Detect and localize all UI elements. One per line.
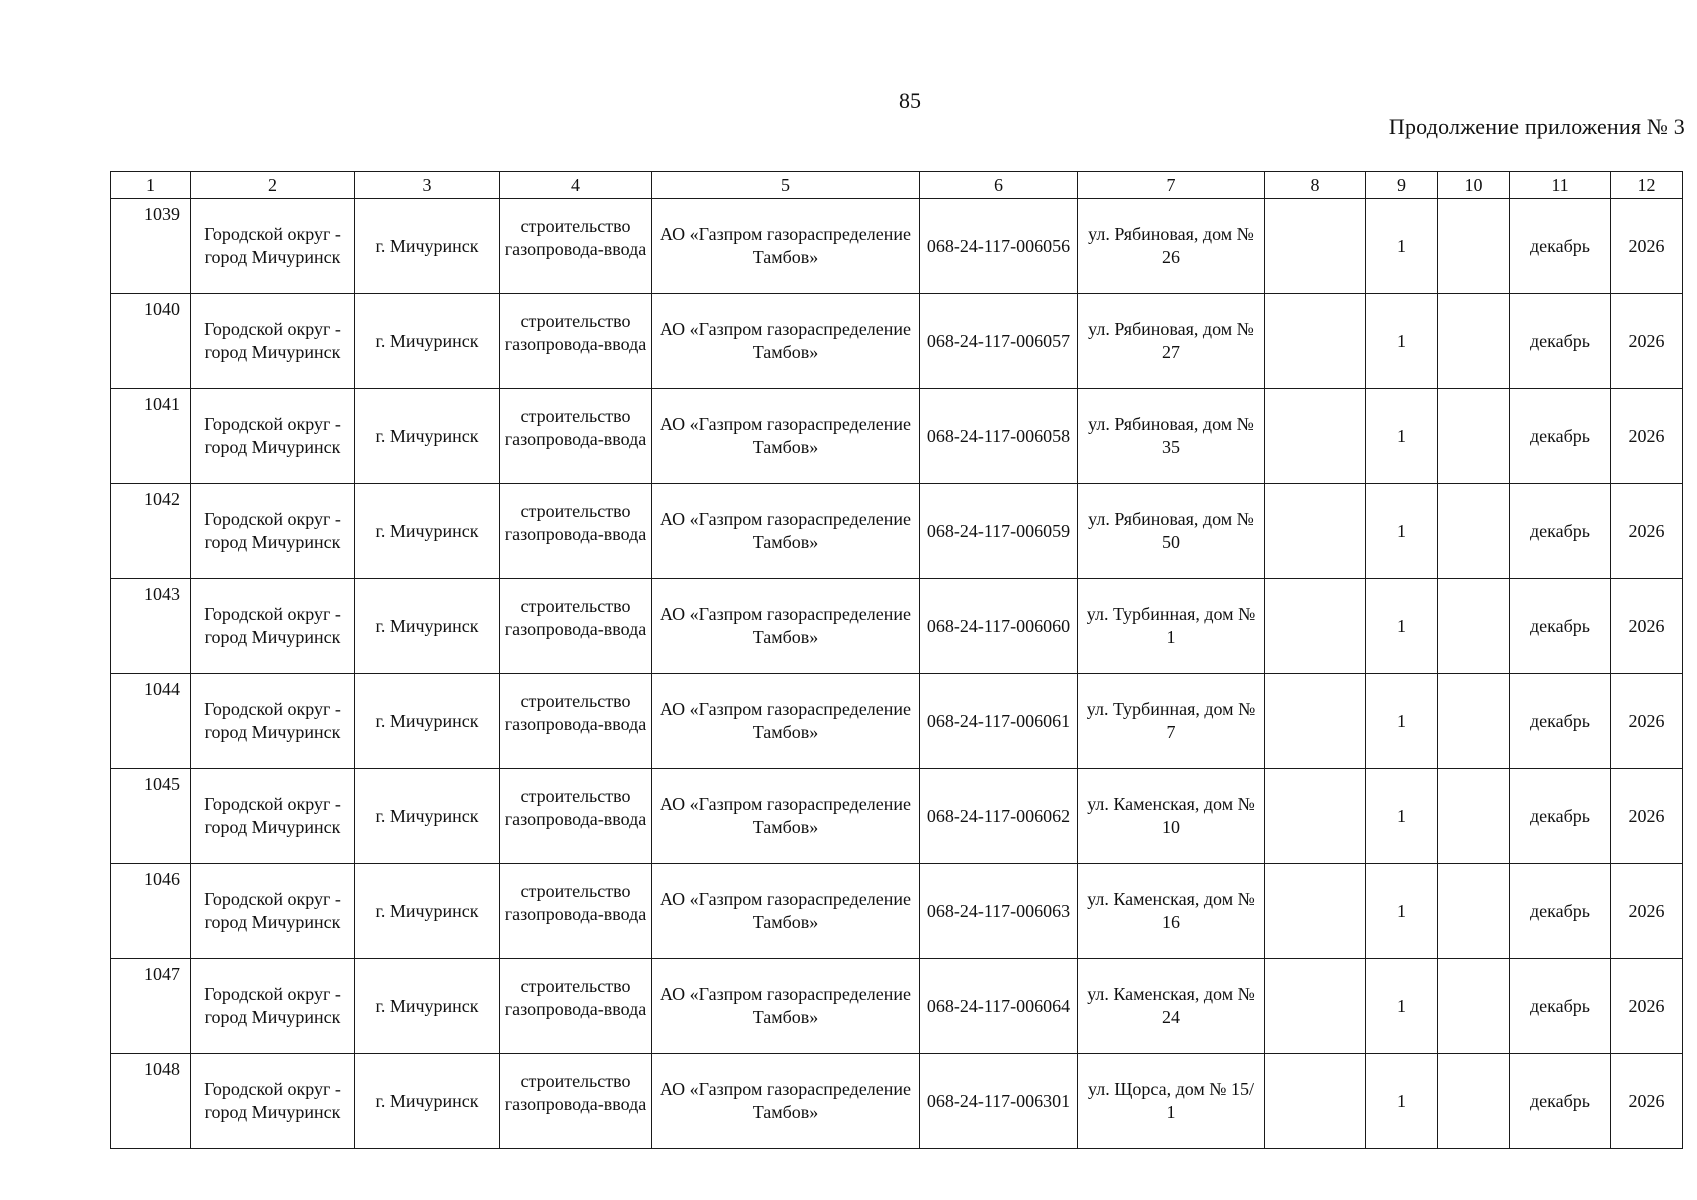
column-header-2: 2 (191, 172, 355, 199)
row-number: 1039 (111, 199, 191, 294)
quantity-cell: 1 (1366, 769, 1438, 864)
month-cell: декабрь (1510, 769, 1611, 864)
quantity-cell: 1 (1366, 959, 1438, 1054)
year-cell: 2026 (1611, 769, 1683, 864)
quantity-cell: 1 (1366, 579, 1438, 674)
column-10-cell (1438, 389, 1510, 484)
column-10-cell (1438, 864, 1510, 959)
column-header-9: 9 (1366, 172, 1438, 199)
column-10-cell (1438, 199, 1510, 294)
address-cell: ул. Щорса, дом № 15/ 1 (1078, 1054, 1265, 1149)
locality-cell: г. Мичуринск (355, 294, 500, 389)
row-number: 1040 (111, 294, 191, 389)
address-cell: ул. Каменская, дом № 24 (1078, 959, 1265, 1054)
object-type-cell: строительство газопровода-ввода (500, 579, 652, 674)
locality-cell: г. Мичуринск (355, 864, 500, 959)
column-header-3: 3 (355, 172, 500, 199)
object-type-cell: строительство газопровода-ввода (500, 674, 652, 769)
object-code-cell: 068-24-117-006056 (920, 199, 1078, 294)
month-cell: декабрь (1510, 864, 1611, 959)
column-8-cell (1265, 959, 1366, 1054)
year-cell: 2026 (1611, 199, 1683, 294)
object-code-cell: 068-24-117-006063 (920, 864, 1078, 959)
row-number: 1041 (111, 389, 191, 484)
object-type-cell: строительство газопровода-ввода (500, 389, 652, 484)
column-header-11: 11 (1510, 172, 1611, 199)
organization-cell: АО «Газпром газораспределение Тамбов» (652, 769, 920, 864)
quantity-cell: 1 (1366, 484, 1438, 579)
column-header-12: 12 (1611, 172, 1683, 199)
table-row (111, 484, 1683, 579)
organization-cell: АО «Газпром газораспределение Тамбов» (652, 674, 920, 769)
table-row (111, 294, 1683, 389)
address-cell: ул. Рябиновая, дом № 26 (1078, 199, 1265, 294)
header-row (111, 172, 1683, 199)
row-number: 1043 (111, 579, 191, 674)
row-number: 1048 (111, 1054, 191, 1149)
organization-cell: АО «Газпром газораспределение Тамбов» (652, 199, 920, 294)
object-code-cell: 068-24-117-006057 (920, 294, 1078, 389)
locality-cell: г. Мичуринск (355, 199, 500, 294)
locality-cell: г. Мичуринск (355, 579, 500, 674)
column-8-cell (1265, 389, 1366, 484)
table-row (111, 579, 1683, 674)
district-cell: Городской округ - город Мичуринск (191, 389, 355, 484)
column-header-4: 4 (500, 172, 652, 199)
address-cell: ул. Турбинная, дом № 1 (1078, 579, 1265, 674)
organization-cell: АО «Газпром газораспределение Тамбов» (652, 484, 920, 579)
month-cell: декабрь (1510, 1054, 1611, 1149)
district-cell: Городской округ - город Мичуринск (191, 959, 355, 1054)
row-number: 1047 (111, 959, 191, 1054)
row-number: 1044 (111, 674, 191, 769)
object-code-cell: 068-24-117-006061 (920, 674, 1078, 769)
column-8-cell (1265, 864, 1366, 959)
district-cell: Городской округ - город Мичуринск (191, 294, 355, 389)
object-code-cell: 068-24-117-006301 (920, 1054, 1078, 1149)
table-header (111, 172, 1683, 199)
table-row (111, 1054, 1683, 1149)
table-row (111, 199, 1683, 294)
registry-table (110, 171, 1683, 1149)
district-cell: Городской округ - город Мичуринск (191, 769, 355, 864)
column-8-cell (1265, 294, 1366, 389)
column-10-cell (1438, 959, 1510, 1054)
object-type-cell: строительство газопровода-ввода (500, 199, 652, 294)
column-8-cell (1265, 579, 1366, 674)
month-cell: декабрь (1510, 294, 1611, 389)
object-code-cell: 068-24-117-006060 (920, 579, 1078, 674)
month-cell: декабрь (1510, 674, 1611, 769)
month-cell: декабрь (1510, 484, 1611, 579)
organization-cell: АО «Газпром газораспределение Тамбов» (652, 1054, 920, 1149)
year-cell: 2026 (1611, 959, 1683, 1054)
month-cell: декабрь (1510, 389, 1611, 484)
continuation-heading: Продолжение приложения № 3 (1388, 114, 1685, 139)
column-10-cell (1438, 769, 1510, 864)
table-row (111, 769, 1683, 864)
object-type-cell: строительство газопровода-ввода (500, 484, 652, 579)
locality-cell: г. Мичуринск (355, 1054, 500, 1149)
quantity-cell: 1 (1366, 199, 1438, 294)
column-header-6: 6 (920, 172, 1078, 199)
organization-cell: АО «Газпром газораспределение Тамбов» (652, 294, 920, 389)
year-cell: 2026 (1611, 1054, 1683, 1149)
page-number: 85 (899, 88, 921, 113)
column-header-7: 7 (1078, 172, 1265, 199)
organization-cell: АО «Газпром газораспределение Тамбов» (652, 959, 920, 1054)
object-code-cell: 068-24-117-006058 (920, 389, 1078, 484)
district-cell: Городской округ - город Мичуринск (191, 864, 355, 959)
locality-cell: г. Мичуринск (355, 674, 500, 769)
column-10-cell (1438, 1054, 1510, 1149)
year-cell: 2026 (1611, 484, 1683, 579)
table-row (111, 389, 1683, 484)
object-code-cell: 068-24-117-006059 (920, 484, 1078, 579)
column-10-cell (1438, 484, 1510, 579)
month-cell: декабрь (1510, 199, 1611, 294)
district-cell: Городской округ - город Мичуринск (191, 674, 355, 769)
month-cell: декабрь (1510, 579, 1611, 674)
quantity-cell: 1 (1366, 864, 1438, 959)
year-cell: 2026 (1611, 389, 1683, 484)
address-cell: ул. Рябиновая, дом № 35 (1078, 389, 1265, 484)
column-8-cell (1265, 674, 1366, 769)
district-cell: Городской округ - город Мичуринск (191, 1054, 355, 1149)
row-number: 1042 (111, 484, 191, 579)
organization-cell: АО «Газпром газораспределение Тамбов» (652, 864, 920, 959)
column-header-1: 1 (111, 172, 191, 199)
table-row (111, 864, 1683, 959)
address-cell: ул. Каменская, дом № 16 (1078, 864, 1265, 959)
column-8-cell (1265, 199, 1366, 294)
column-10-cell (1438, 674, 1510, 769)
column-header-8: 8 (1265, 172, 1366, 199)
object-code-cell: 068-24-117-006064 (920, 959, 1078, 1054)
object-type-cell: строительство газопровода-ввода (500, 959, 652, 1054)
column-8-cell (1265, 769, 1366, 864)
year-cell: 2026 (1611, 579, 1683, 674)
object-type-cell: строительство газопровода-ввода (500, 769, 652, 864)
object-type-cell: строительство газопровода-ввода (500, 864, 652, 959)
organization-cell: АО «Газпром газораспределение Тамбов» (652, 389, 920, 484)
column-8-cell (1265, 1054, 1366, 1149)
address-cell: ул. Турбинная, дом № 7 (1078, 674, 1265, 769)
object-type-cell: строительство газопровода-ввода (500, 1054, 652, 1149)
row-number: 1046 (111, 864, 191, 959)
quantity-cell: 1 (1366, 674, 1438, 769)
column-10-cell (1438, 579, 1510, 674)
locality-cell: г. Мичуринск (355, 769, 500, 864)
column-10-cell (1438, 294, 1510, 389)
locality-cell: г. Мичуринск (355, 389, 500, 484)
table-row (111, 674, 1683, 769)
address-cell: ул. Рябиновая, дом № 27 (1078, 294, 1265, 389)
table-row (111, 959, 1683, 1054)
address-cell: ул. Рябиновая, дом № 50 (1078, 484, 1265, 579)
object-code-cell: 068-24-117-006062 (920, 769, 1078, 864)
district-cell: Городской округ - город Мичуринск (191, 199, 355, 294)
object-type-cell: строительство газопровода-ввода (500, 294, 652, 389)
organization-cell: АО «Газпром газораспределение Тамбов» (652, 579, 920, 674)
quantity-cell: 1 (1366, 389, 1438, 484)
row-number: 1045 (111, 769, 191, 864)
district-cell: Городской округ - город Мичуринск (191, 484, 355, 579)
month-cell: декабрь (1510, 959, 1611, 1054)
district-cell: Городской округ - город Мичуринск (191, 579, 355, 674)
quantity-cell: 1 (1366, 1054, 1438, 1149)
address-cell: ул. Каменская, дом № 10 (1078, 769, 1265, 864)
year-cell: 2026 (1611, 674, 1683, 769)
year-cell: 2026 (1611, 864, 1683, 959)
year-cell: 2026 (1611, 294, 1683, 389)
locality-cell: г. Мичуринск (355, 484, 500, 579)
locality-cell: г. Мичуринск (355, 959, 500, 1054)
column-header-10: 10 (1438, 172, 1510, 199)
column-8-cell (1265, 484, 1366, 579)
quantity-cell: 1 (1366, 294, 1438, 389)
column-header-5: 5 (652, 172, 920, 199)
table-body (111, 199, 1683, 1149)
